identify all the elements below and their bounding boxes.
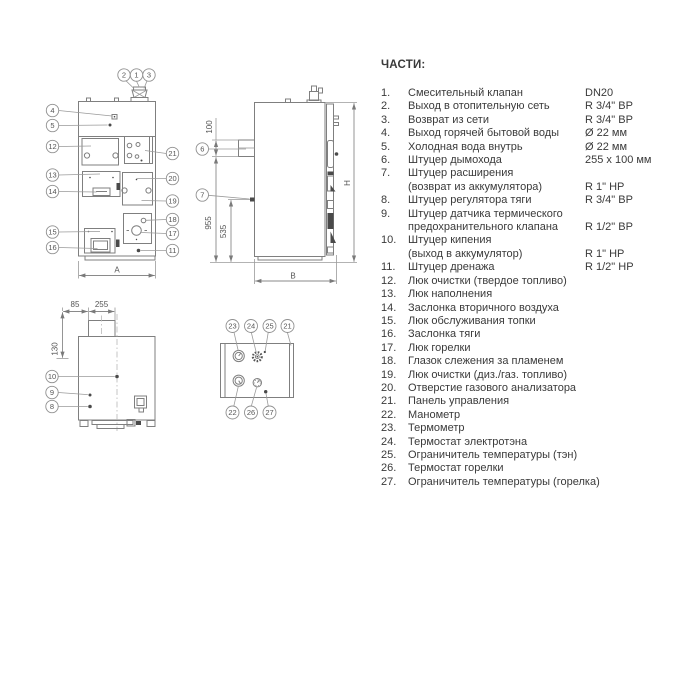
svg-text:6: 6 xyxy=(200,144,205,154)
part-name-line1: Выход в отопительную сеть xyxy=(408,100,550,113)
thermal-valve-sensor-fitting xyxy=(89,394,92,397)
part-row xyxy=(381,261,681,274)
part-name-line1: Люк наполнения xyxy=(408,288,493,301)
callout-26 xyxy=(245,406,258,419)
part-name xyxy=(408,409,585,422)
part-value: R 3/4" ВР xyxy=(585,194,633,207)
callout-2 xyxy=(118,69,130,81)
part-row xyxy=(381,154,681,167)
part-name xyxy=(408,369,585,382)
part-number: 13. xyxy=(381,288,397,301)
burner-thermostat-knob xyxy=(253,379,261,387)
part-number: 3. xyxy=(381,113,391,126)
filling-hatch xyxy=(83,172,121,197)
expansion-fitting xyxy=(250,198,255,202)
part-name xyxy=(408,449,585,462)
dimension-100 xyxy=(205,118,239,157)
valve-top xyxy=(135,396,147,412)
part-name-line1: Возврат из сети xyxy=(408,113,489,126)
part-row xyxy=(381,328,681,341)
part-row xyxy=(381,462,681,475)
front-leader-lines xyxy=(59,81,167,251)
part-row xyxy=(381,167,681,194)
part-row xyxy=(381,275,681,288)
part-number: 15. xyxy=(381,314,397,327)
part-name-line1: Заслонка тяги xyxy=(408,328,481,341)
callout-7 xyxy=(196,189,208,201)
callout-13 xyxy=(46,169,58,181)
callout-22 xyxy=(226,406,239,419)
burner-hatch xyxy=(124,214,152,244)
svg-text:3: 3 xyxy=(146,70,152,80)
svg-text:23: 23 xyxy=(228,321,237,331)
callout-1 xyxy=(130,69,142,81)
dimension-H xyxy=(325,103,357,262)
svg-text:4: 4 xyxy=(50,106,55,115)
part-number: 19. xyxy=(381,368,397,381)
svg-text:A: A xyxy=(114,265,120,275)
svg-text:955: 955 xyxy=(204,216,213,230)
part-value: R 1" НР xyxy=(585,247,625,260)
part-name xyxy=(408,302,585,315)
part-name xyxy=(408,355,585,368)
cleaning-hatch-solid-fuel xyxy=(82,139,119,166)
part-value: 255 x 100 мм xyxy=(585,154,652,167)
part-value: DN20 xyxy=(585,87,614,99)
callout-3 xyxy=(143,69,155,81)
part-row xyxy=(381,436,681,449)
manometer-gauge xyxy=(233,375,244,386)
part-name-line1: Штуцер датчика термического xyxy=(408,207,563,220)
callout-23 xyxy=(226,320,239,333)
part-row xyxy=(381,449,681,462)
part-name-line1: Отверстие газового анализатора xyxy=(408,381,577,394)
callout-27 xyxy=(263,406,276,419)
svg-text:18: 18 xyxy=(168,215,177,224)
part-name-line1: Штуцер дренажа xyxy=(408,261,495,274)
part-name-line1: Люк горелки xyxy=(408,341,471,354)
svg-text:535: 535 xyxy=(219,224,228,239)
panel-face xyxy=(221,344,294,398)
part-name-line1: Холодная вода внутрь xyxy=(408,140,523,153)
callout-10 xyxy=(46,370,58,382)
part-number: 12. xyxy=(381,274,397,287)
part-value: R 3/4" ВР xyxy=(585,100,633,113)
part-name xyxy=(408,462,585,475)
part-name-line1: Выход горячей бытовой воды xyxy=(408,127,560,140)
dimension-535 xyxy=(219,200,250,262)
part-number: 18. xyxy=(381,355,397,368)
boiler-base-front xyxy=(85,256,155,260)
top-view xyxy=(46,300,155,431)
parts-list-title: ЧАСТИ: xyxy=(381,59,426,71)
svg-text:20: 20 xyxy=(168,174,177,183)
part-row xyxy=(381,476,681,489)
part-name-line2: (выход в аккумулятор) xyxy=(408,247,523,260)
part-row xyxy=(381,234,681,261)
part-row xyxy=(381,208,681,235)
burner-opening xyxy=(132,226,142,236)
part-row xyxy=(381,315,681,328)
part-row xyxy=(381,302,681,315)
callout-25 xyxy=(263,320,276,333)
part-number: 24. xyxy=(381,435,397,448)
part-name xyxy=(408,114,585,127)
part-name xyxy=(408,288,585,301)
top-leader-lines xyxy=(58,377,115,407)
part-name-line1: Люк очистки (твердое топливо) xyxy=(408,274,567,287)
callout-20 xyxy=(166,172,178,184)
part-name-line1: Люк очистки (диз./газ. топливо) xyxy=(408,368,567,381)
part-name xyxy=(408,194,585,207)
control-panel-front xyxy=(125,137,153,164)
callout-24 xyxy=(245,320,258,333)
part-name xyxy=(408,167,585,194)
part-number: 10. xyxy=(381,234,397,247)
part-number: 26. xyxy=(381,462,397,475)
part-name-line1: Манометр xyxy=(408,408,461,421)
part-name xyxy=(408,328,585,341)
part-row xyxy=(381,288,681,301)
svg-text:130: 130 xyxy=(50,342,60,356)
part-row xyxy=(381,422,681,435)
svg-text:16: 16 xyxy=(48,243,57,252)
part-number: 11. xyxy=(381,261,396,274)
part-value: Ø 22 мм xyxy=(585,140,628,153)
mixing-valve-side xyxy=(307,86,323,103)
svg-text:B: B xyxy=(290,271,296,281)
base-supports-top xyxy=(80,420,155,429)
callout-14 xyxy=(46,185,58,197)
callout-17 xyxy=(166,227,178,239)
part-number: 25. xyxy=(381,448,397,461)
furnace-service-hatch xyxy=(85,229,120,254)
part-number: 27. xyxy=(381,475,397,488)
svg-text:255: 255 xyxy=(94,300,109,309)
part-name xyxy=(408,342,585,355)
part-number: 1. xyxy=(381,87,391,99)
part-name xyxy=(408,275,585,288)
part-name-line1: Смесительный клапан xyxy=(408,87,523,99)
svg-text:27: 27 xyxy=(265,408,274,417)
svg-text:2: 2 xyxy=(121,70,127,80)
svg-text:1: 1 xyxy=(134,70,139,80)
heater-thermostat-knob xyxy=(253,352,262,361)
part-row xyxy=(381,369,681,382)
part-number: 22. xyxy=(381,408,397,421)
part-name xyxy=(408,141,585,154)
part-name xyxy=(408,315,585,328)
svg-text:24: 24 xyxy=(246,321,256,331)
callout-9 xyxy=(46,386,58,398)
part-name-line1: Глазок слежения за пламенем xyxy=(408,355,564,368)
part-row xyxy=(381,194,681,207)
parts-rows xyxy=(381,87,681,489)
part-name xyxy=(408,422,585,435)
svg-text:26: 26 xyxy=(246,408,256,417)
part-name xyxy=(408,261,585,274)
part-row xyxy=(381,114,681,127)
part-number: 6. xyxy=(381,154,391,167)
part-name xyxy=(408,154,585,167)
part-name xyxy=(408,208,585,235)
part-name-line1: Люк обслуживания топки xyxy=(408,314,536,327)
svg-text:10: 10 xyxy=(47,372,57,381)
part-name-line1: Термометр xyxy=(408,422,465,435)
part-number: 4. xyxy=(381,127,391,140)
part-row xyxy=(381,141,681,154)
callout-6 xyxy=(196,143,208,155)
drain-fitting xyxy=(137,249,141,253)
part-number: 20. xyxy=(381,381,397,394)
part-number: 14. xyxy=(381,301,397,314)
svg-text:100: 100 xyxy=(205,120,214,134)
svg-text:21: 21 xyxy=(168,149,177,158)
part-number: 23. xyxy=(381,422,397,435)
callout-4 xyxy=(46,104,58,116)
part-number: 16. xyxy=(381,328,397,341)
dimension-85-255-130 xyxy=(51,300,116,359)
part-name xyxy=(408,395,585,408)
callout-21-front xyxy=(166,147,178,159)
part-value: R 3/4" ВР xyxy=(585,113,633,126)
svg-text:25: 25 xyxy=(265,321,274,331)
part-name xyxy=(408,382,585,395)
boiling-fitting xyxy=(115,375,119,379)
callout-5 xyxy=(46,119,58,131)
callout-21-panel xyxy=(281,320,294,333)
callout-15 xyxy=(46,226,58,238)
svg-text:7: 7 xyxy=(200,190,205,200)
thermometer-gauge xyxy=(233,350,244,361)
svg-text:11: 11 xyxy=(168,246,177,255)
part-number: 7. xyxy=(381,167,391,180)
svg-text:17: 17 xyxy=(168,229,177,238)
front-view xyxy=(46,69,178,279)
part-row xyxy=(381,127,681,140)
callout-12 xyxy=(46,140,58,152)
callout-18 xyxy=(166,213,178,225)
part-row xyxy=(381,87,681,100)
svg-text:15: 15 xyxy=(48,227,57,237)
part-number: 8. xyxy=(381,194,391,207)
part-row xyxy=(381,100,681,113)
part-name xyxy=(408,87,585,100)
dimension-955 xyxy=(204,157,216,261)
part-number: 9. xyxy=(381,207,391,220)
part-name xyxy=(408,234,585,261)
part-row xyxy=(381,382,681,395)
dimension-A xyxy=(79,261,156,279)
draft-regulator-fitting xyxy=(88,405,92,409)
boiler-body-side xyxy=(255,103,326,257)
callout-8 xyxy=(46,400,58,412)
svg-text:12: 12 xyxy=(48,142,57,151)
svg-text:19: 19 xyxy=(168,196,177,206)
part-name xyxy=(408,436,585,449)
part-name xyxy=(408,100,585,113)
part-value: R 1/2" ВР xyxy=(585,221,633,234)
part-name-line1: Штуцер кипения xyxy=(408,234,492,247)
svg-text:14: 14 xyxy=(48,187,57,196)
part-name-line1: Панель управления xyxy=(408,395,510,408)
side-view xyxy=(196,86,357,284)
svg-text:H: H xyxy=(343,180,352,186)
flame-sight-glass xyxy=(141,218,146,223)
callout-11 xyxy=(166,244,178,256)
part-name-line2: (возврат из аккумулятора) xyxy=(408,180,543,193)
cold-water-fitting xyxy=(109,124,112,127)
part-name-line1: Ограничитель температуры (горелка) xyxy=(408,475,600,488)
heater-temp-limiter xyxy=(264,351,266,353)
burner-temp-limiter xyxy=(264,390,267,393)
parts-list xyxy=(381,59,681,489)
part-number: 2. xyxy=(381,100,391,113)
part-value: Ø 22 мм xyxy=(585,127,628,140)
part-name-line1: Термостат горелки xyxy=(408,462,504,475)
part-value: R 1" НР xyxy=(585,180,625,193)
part-name-line1: Заслонка вторичного воздуха xyxy=(408,301,559,314)
part-name-line1: Штуцер дымохода xyxy=(408,154,502,167)
part-row xyxy=(381,409,681,422)
part-row xyxy=(381,355,681,368)
svg-text:9: 9 xyxy=(49,388,55,397)
part-number: 21. xyxy=(381,395,397,408)
part-name-line1: Ограничитель температуры (тэн) xyxy=(408,448,578,461)
part-name-line1: Штуцер регулятора тяги xyxy=(408,194,532,207)
svg-text:85: 85 xyxy=(70,300,80,309)
part-row xyxy=(381,342,681,355)
control-panel-detail xyxy=(221,320,295,420)
part-number: 5. xyxy=(381,140,391,153)
svg-text:22: 22 xyxy=(228,408,237,417)
part-row xyxy=(381,395,681,408)
part-name xyxy=(408,127,585,140)
part-name-line1: Штуцер расширения xyxy=(408,167,514,180)
svg-text:8: 8 xyxy=(49,402,55,411)
callout-16 xyxy=(46,241,58,253)
part-name xyxy=(408,475,600,489)
svg-text:13: 13 xyxy=(48,170,57,180)
part-name-line1: Термостат электротэна xyxy=(408,435,528,448)
flue-connector xyxy=(239,140,255,157)
svg-text:5: 5 xyxy=(50,121,55,130)
callout-19 xyxy=(166,195,178,207)
boiler-base-side xyxy=(258,257,322,261)
dimension-B xyxy=(255,255,337,284)
cleaning-hatch-oil-gas xyxy=(122,173,153,206)
svg-text:21: 21 xyxy=(283,321,292,331)
part-number: 17. xyxy=(381,341,397,354)
mixing-valve-front xyxy=(131,87,148,102)
part-name-line2: предохранительного клапана xyxy=(408,221,559,234)
part-value: R 1/2" НР xyxy=(585,261,634,274)
